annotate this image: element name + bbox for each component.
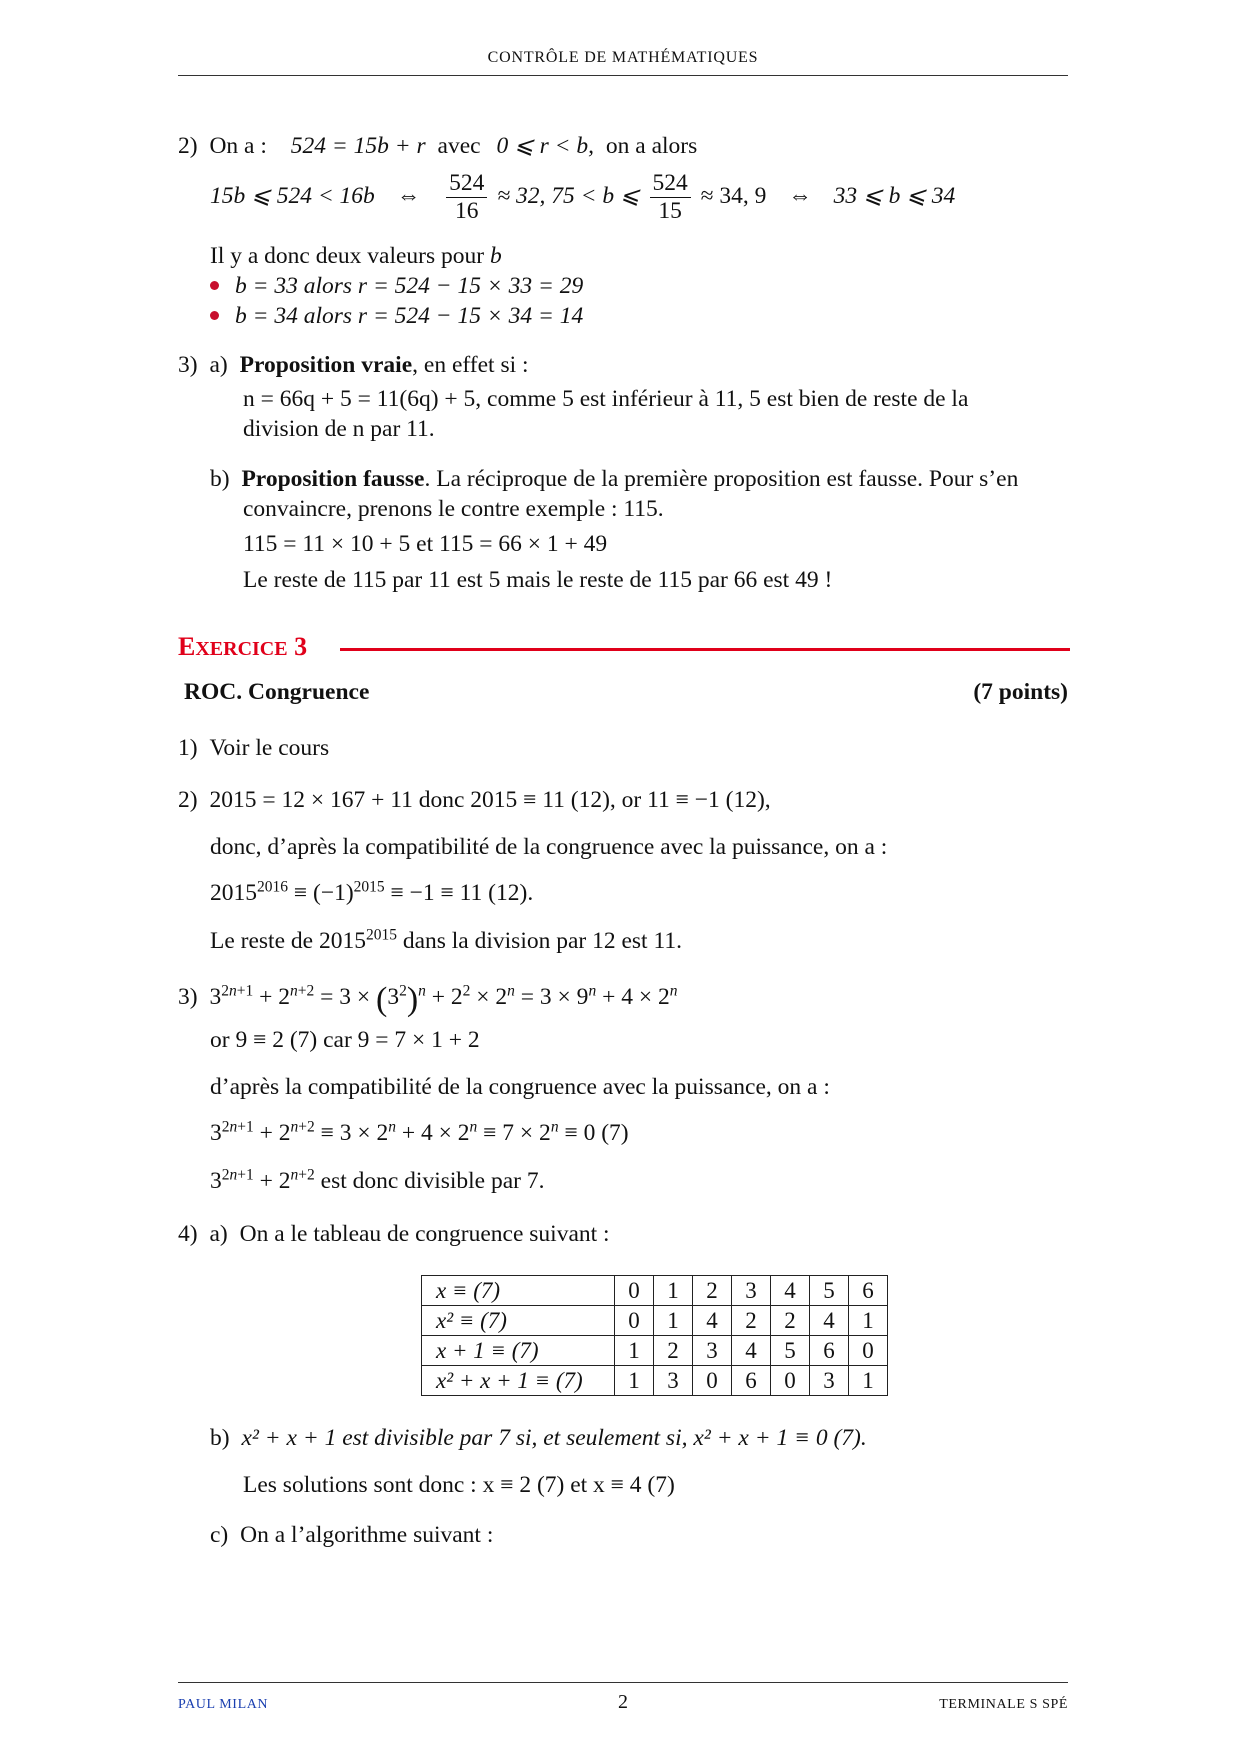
footer-author: PAUL MILAN — [178, 1697, 269, 1712]
q3-b-line3: 115 = 11 × 10 + 5 et 115 = 66 × 1 + 49 — [243, 531, 608, 557]
q3-b-label: b) — [210, 466, 230, 492]
table-cell: 0 — [849, 1336, 888, 1366]
table-cell: 3 — [693, 1336, 732, 1366]
q3-b-line4: Le reste de 115 par 11 est 5 mais le reste de 115 par 66 est 49 ! — [243, 567, 833, 593]
iff-symbol: ⇔ — [788, 182, 812, 209]
footer-page-number: 2 — [618, 1691, 628, 1713]
footer-class: TERMINALE S SPÉ — [939, 1697, 1068, 1712]
chain-mid: ≈ 32, 75 < b ⩽ — [497, 182, 640, 209]
table-cell: 1 — [615, 1336, 654, 1366]
q2-inequality-chain — [210, 170, 955, 225]
q2-condition: 0 ⩽ r < b, — [496, 133, 595, 159]
iff-symbol: ⇔ — [396, 182, 421, 209]
table-cell: 2 — [771, 1306, 810, 1336]
e3-q2-line2: donc, d’après la compatibilité de la congruence avec la puissance, on a : — [210, 834, 888, 860]
e3-q4-b-solutions: Les solutions sont donc : x ≡ 2 (7) et x ≡ 4 (7) — [243, 1472, 675, 1498]
table-cell: 3 — [654, 1366, 693, 1396]
e3-q4-c: c) On a l’algorithme suivant : — [210, 1522, 494, 1548]
table-cell: 6 — [849, 1276, 888, 1306]
exercise-points: (7 points) — [973, 679, 1068, 705]
table-row — [422, 1336, 888, 1366]
q3-b-bold: Proposition fausse — [241, 466, 425, 492]
table-cell: 0 — [693, 1366, 732, 1396]
q2-two-values: Il y a donc deux valeurs pour b — [210, 243, 502, 269]
table-row-label: x ≡ (7) — [422, 1276, 615, 1306]
e3-q1: 1) Voir le cours — [178, 735, 330, 761]
q3-a-line1: n = 66q + 5 = 11(6q) + 5, comme 5 est inférieur à 11, 5 est bien de reste de la — [243, 386, 969, 412]
table-cell: 1 — [615, 1366, 654, 1396]
q3-a-label: a) — [209, 352, 228, 378]
table-cell: 6 — [810, 1336, 849, 1366]
table-cell: 5 — [771, 1336, 810, 1366]
e3-q4-b: b) x² + x + 1 est divisible par 7 si, et seulement si, x² + x + 1 ≡ 0 (7). — [210, 1425, 867, 1451]
header-rule — [178, 75, 1068, 76]
exercise-3-title: EXERCICE 3 — [178, 632, 308, 661]
page-header-title: CONTRÔLE DE MATHÉMATIQUES — [487, 49, 759, 66]
q2-equation: 524 = 15b + r — [290, 133, 426, 159]
bullet-icon — [210, 281, 219, 290]
table-cell: 2 — [693, 1276, 732, 1306]
e3-q3-or: or 9 ≡ 2 (7) car 9 = 7 × 1 + 2 — [210, 1027, 480, 1053]
q2-case-1: b = 33 alors r = 524 − 15 × 33 = 29 — [235, 273, 584, 299]
chain-end: 33 ⩽ b ⩽ 34 — [833, 182, 956, 209]
chain-left: 15b ⩽ 524 < 16b — [210, 182, 375, 209]
e3-q4-a: 4) a) On a le tableau de congruence suivant : — [178, 1221, 610, 1247]
exercise-subtitle: ROC. Congruence — [184, 679, 370, 705]
e3-q3-congruence: $3^{2n+1} + 2^{n+2} \equiv 3 \times 2^n + 4 \times 2^n \equiv 7 \times 2^n \equiv 0$ (7) — [210, 1118, 629, 1146]
fraction-524-15: $\frac{524}{15}$ — [650, 170, 691, 225]
table-cell: 3 — [810, 1366, 849, 1396]
q3-number: 3) — [178, 352, 198, 378]
table-cell: 2 — [732, 1306, 771, 1336]
table-cell: 1 — [849, 1366, 888, 1396]
q2-avec: avec — [437, 133, 481, 159]
footer-rule — [178, 1682, 1068, 1683]
exercise-title-rule — [340, 648, 1070, 651]
table-cell: 2 — [654, 1336, 693, 1366]
q3-a-line2: division de n par 11. — [243, 416, 435, 442]
q2-intro-prefix: On a : — [209, 133, 267, 159]
q2-case-2: b = 34 alors r = 524 − 15 × 34 = 14 — [235, 303, 584, 329]
q2-intro-suffix: on a alors — [605, 133, 698, 159]
e3-q2-line4: Le reste de $2015^{2015}$ dans la division par 12 est 11. — [210, 926, 682, 954]
table-row — [422, 1276, 888, 1306]
e3-q2-line3: $2015^{2016} \equiv (-1)^{2015} \equiv -1 \equiv 11$ (12). — [210, 878, 534, 906]
table-cell: 4 — [693, 1306, 732, 1336]
e3-q3-compat: d’après la compatibilité de la congruence avec la puissance, on a : — [210, 1074, 830, 1100]
table-row-label: x + 1 ≡ (7) — [422, 1336, 615, 1366]
table-cell: 4 — [771, 1276, 810, 1306]
e3-q3-conclusion: $3^{2n+1} + 2^{n+2}$ est donc divisible par 7. — [210, 1166, 545, 1194]
table-cell: 1 — [654, 1306, 693, 1336]
q3-b-line2: convaincre, prenons le contre exemple : 115. — [243, 496, 664, 522]
table-cell: 5 — [810, 1276, 849, 1306]
table-cell: 1 — [654, 1276, 693, 1306]
e3-q2-line1: 2) 2015 = 12 × 167 + 11 donc 2015 ≡ 11 (12), or 11 ≡ −1 (12), — [178, 787, 771, 813]
table-row — [422, 1306, 888, 1336]
q3-a-bold: Proposition vraie — [239, 352, 413, 378]
table-cell: 0 — [615, 1276, 654, 1306]
table-cell: 0 — [615, 1306, 654, 1336]
congruence-table — [421, 1275, 888, 1396]
q3-a-heading: 3) a) Proposition vraie, en effet si : — [178, 352, 529, 378]
e3-q3-line1: 3) $3^{2n+1} + 2^{n+2} = 3 \times (3^2)^n + 2^2 \times 2^n = 3 \times 9^n + 4 \times 2^n$ — [178, 981, 678, 1018]
table-cell: 3 — [732, 1276, 771, 1306]
table-cell: 6 — [732, 1366, 771, 1396]
table-cell: 4 — [810, 1306, 849, 1336]
fraction-524-16: $\frac{524}{16}$ — [446, 170, 487, 225]
chain-right: ≈ 34, 9 — [700, 182, 767, 209]
table-cell: 0 — [771, 1366, 810, 1396]
table-row — [422, 1366, 888, 1396]
table-cell: 1 — [849, 1306, 888, 1336]
table-row-label: x² + x + 1 ≡ (7) — [422, 1366, 615, 1396]
bullet-icon — [210, 311, 219, 320]
q3-b-heading: b) Proposition fausse. La réciproque de la première proposition est fausse. Pour s’en — [210, 466, 1019, 492]
q2-number: 2) — [178, 133, 198, 159]
table-cell: 4 — [732, 1336, 771, 1366]
q2-intro — [178, 131, 697, 161]
table-row-label: x² ≡ (7) — [422, 1306, 615, 1336]
